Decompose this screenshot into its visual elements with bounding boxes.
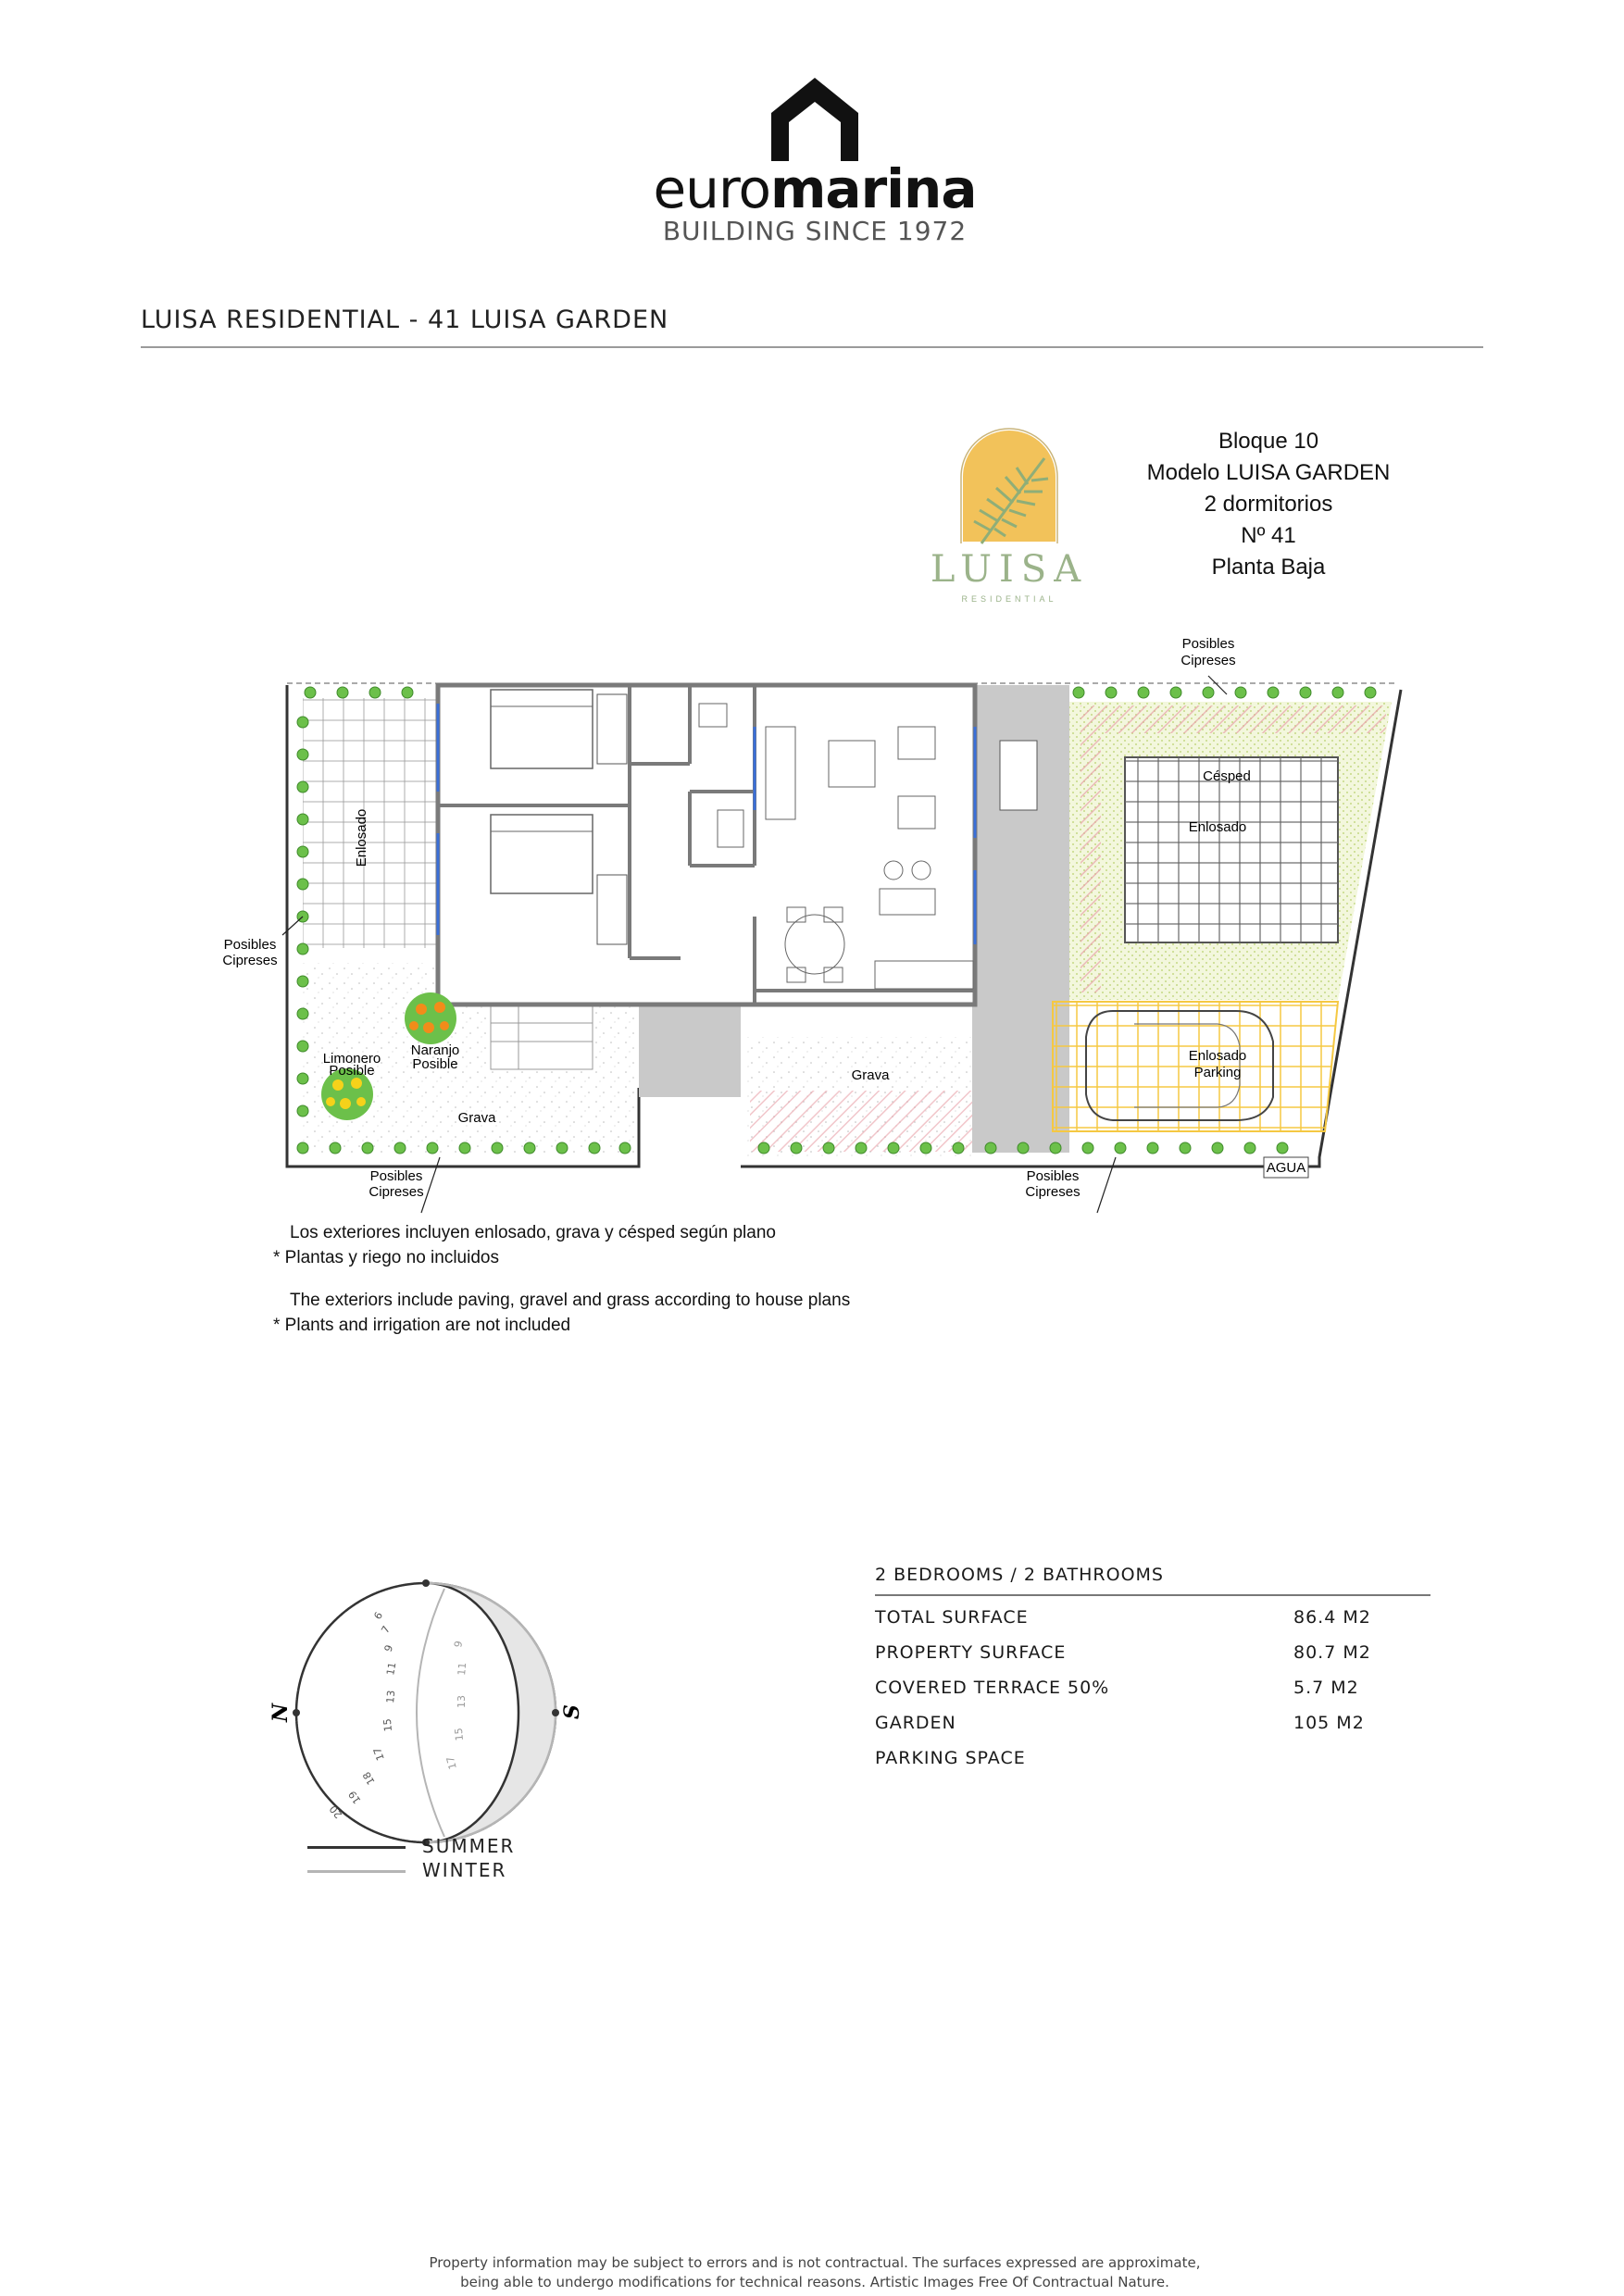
- exterior-notes: [273, 1220, 850, 1338]
- note-en-1: The exteriors include paving, gravel and grass according to house plans: [290, 1291, 851, 1310]
- label-limonero-1: Limonero: [322, 1051, 381, 1067]
- label-cypress-bl-2: Cipreses: [369, 1184, 424, 1200]
- label-grava-mid: Grava: [851, 1067, 890, 1083]
- summer-hour-6: 6: [371, 1609, 386, 1622]
- legend-winter-label: WINTER: [422, 1859, 507, 1881]
- luisa-wordmark: LUISA: [930, 548, 1089, 591]
- label-agua: AGUA: [1266, 1160, 1306, 1176]
- label-limonero-2: Posible: [329, 1063, 375, 1079]
- label-cypress-br-2: Cipreses: [1025, 1184, 1081, 1200]
- winter-hour-15: 15: [452, 1727, 466, 1741]
- label-cesped: Césped: [1203, 768, 1251, 784]
- table-row: [875, 1631, 1430, 1666]
- legend-winter: [307, 1859, 567, 1883]
- row-label: GARDEN: [875, 1713, 956, 1733]
- label-cypress-left-1: Posibles: [223, 937, 277, 953]
- label-grava-left: Grava: [457, 1110, 496, 1126]
- label-cypress-top-2: Cipreses: [1181, 653, 1236, 668]
- table-row: [875, 1666, 1430, 1702]
- winter-hour-17: 17: [443, 1754, 459, 1771]
- summer-hour-11: 11: [384, 1661, 399, 1677]
- label-naranjo-1: Naranjo: [410, 1042, 460, 1058]
- label-enlosado-right: Enlosado: [1188, 819, 1247, 835]
- summer-hour-15: 15: [381, 1717, 394, 1732]
- summer-hour-20: 20: [327, 1803, 345, 1821]
- floor-level: Planta Baja: [1211, 555, 1326, 580]
- row-label: PARKING SPACE: [875, 1748, 1026, 1768]
- label-enlosado-parking-2: Parking: [1193, 1065, 1242, 1080]
- note-es-1: Los exteriores incluyen enlosado, grava y césped según plano: [290, 1223, 776, 1242]
- brand-wordmark: euromarina: [653, 157, 977, 220]
- south-label: S: [560, 1704, 584, 1719]
- summer-hour-13: 13: [384, 1690, 398, 1704]
- note-en-2: * Plants and irrigation are not included: [273, 1316, 571, 1335]
- row-label: TOTAL SURFACE: [875, 1607, 1029, 1628]
- note-es-2: * Plantas y riego no incluidos: [273, 1248, 499, 1267]
- sun-path-diagram: [269, 1546, 593, 1879]
- row-value: 5.7 M2: [1293, 1678, 1359, 1698]
- legend-summer-label: SUMMER: [422, 1835, 516, 1857]
- winter-hour-9: 9: [452, 1640, 466, 1649]
- unit-number: Nº 41: [1241, 523, 1296, 548]
- floor-plan: [222, 636, 1417, 1236]
- table-row: [875, 1596, 1430, 1631]
- label-naranjo-2: Posible: [412, 1056, 458, 1072]
- north-label: N: [269, 1703, 293, 1722]
- block-info: [1093, 426, 1444, 583]
- label-cypress-top-1: Posibles: [1181, 636, 1235, 652]
- footer-line-2: being able to undergo modifications for technical reasons. Artistic Images Free Of Contractual Nature.: [460, 2274, 1169, 2290]
- summer-hour-19: 19: [345, 1788, 364, 1806]
- summer-hour-9: 9: [381, 1643, 396, 1654]
- summer-hour-17: 17: [370, 1745, 387, 1763]
- summer-hour-7: 7: [379, 1623, 394, 1636]
- legend-summer-line: [307, 1846, 406, 1849]
- label-cypress-left-2: Cipreses: [222, 953, 278, 968]
- document-title: LUISA RESIDENTIAL - 41 LUISA GARDEN: [141, 306, 669, 334]
- bedroom-count: 2 dormitorios: [1204, 492, 1333, 517]
- brand-tagline: BUILDING SINCE 1972: [662, 216, 968, 246]
- summer-hour-18: 18: [360, 1769, 378, 1787]
- winter-hour-11: 11: [456, 1662, 469, 1677]
- label-enlosado-left: Enlosado: [354, 808, 369, 867]
- label-cypress-br-1: Posibles: [1026, 1168, 1080, 1184]
- label-enlosado-parking-1: Enlosado: [1188, 1048, 1247, 1064]
- surface-table: [875, 1565, 1430, 1772]
- row-value: 80.7 M2: [1293, 1642, 1371, 1663]
- table-row: [875, 1737, 1430, 1772]
- row-value: 105 M2: [1293, 1713, 1365, 1733]
- model-name: Modelo LUISA GARDEN: [1146, 460, 1391, 485]
- title-divider: [141, 346, 1483, 348]
- table-row: [875, 1702, 1430, 1737]
- label-cypress-bl-1: Posibles: [369, 1168, 423, 1184]
- orange-tree-icon: [405, 992, 456, 1044]
- winter-hour-13: 13: [456, 1695, 468, 1708]
- luisa-subtitle: RESIDENTIAL: [961, 594, 1057, 604]
- row-label: COVERED TERRACE 50%: [875, 1678, 1110, 1698]
- row-value: 86.4 M2: [1293, 1607, 1371, 1628]
- footer-line-1: Property information may be subject to errors and is not contractual. The surfaces expressed are approximate,: [429, 2254, 1201, 2271]
- legend-summer: [307, 1835, 567, 1859]
- table-heading: 2 BEDROOMS / 2 BATHROOMS: [875, 1565, 1430, 1596]
- block-number: Bloque 10: [1218, 429, 1319, 454]
- legend-winter-line: [307, 1870, 406, 1873]
- row-label: PROPERTY SURFACE: [875, 1642, 1067, 1663]
- legal-footer: [278, 2253, 1352, 2292]
